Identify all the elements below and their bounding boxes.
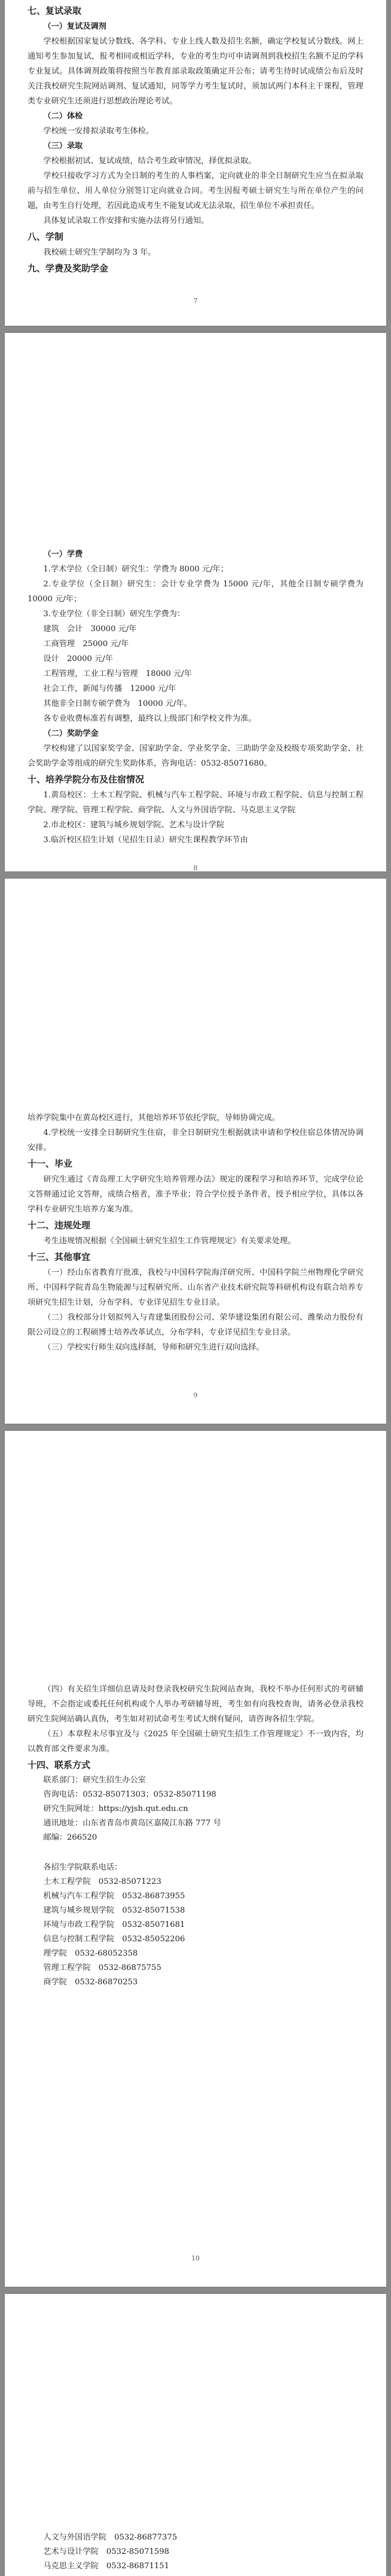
contact-website-link[interactable]: 研究生院网址：https://yjsh.qut.edu.cn — [43, 1804, 188, 1813]
fee-line: 工商管理 25000 元/年 — [43, 640, 129, 648]
section-heading: 八、学制 — [28, 231, 64, 242]
section-heading: 九、学费及奖助学金 — [28, 263, 109, 274]
paragraph: 1.黄岛校区：土木工程学院、机械与汽车工程学院、环境与市政工程学院、信息与控制工程学院、理学院、管理工程学院、商学院、人文与外国语学院、马克思主义学院 — [28, 791, 363, 815]
paragraph: （一）经山东省教育厅批准，我校与中国科学院海洋研究所、中国科学院兰州物理化学研究所、中国科学院青岛生物能源与过程研究所、山东省产业技术研究院等科研机构设有联合培养专项研究生招生计划，分布学科、专业详见招生专业目录。 — [28, 1268, 363, 1307]
paragraph: 具体复试录取工作安排和实施办法将另行通知。 — [43, 216, 209, 225]
section-heading: 十、培养学院分布及住宿情况 — [28, 774, 145, 785]
contact-phone: 咨询电话：0532-85071303；0532-85071198 — [43, 1790, 216, 1799]
document-page-9 — [5, 879, 386, 1424]
subsection-heading: （二）奖助学金 — [43, 729, 99, 738]
paragraph: 学校根据初试、复试成绩，结合考生政审情况，择优拟录取。 — [43, 157, 256, 166]
subsection-heading: （二）体检 — [43, 112, 83, 121]
college-contact: 土木工程学院 0532-85071223 — [43, 1877, 161, 1886]
paragraph: 我校硕士研究生学制均为 3 年。 — [43, 248, 156, 257]
paragraph: 学校只接收学习方式为全日制的考生的人事档案，定向就业的非全日制研究生应当在拟录取前与招生单位、用人单位分别签订定向就业合同。考生因报考硕士研究生与所在单位产生的问题，由考生自行处理，若因此造成考生不能复试或无法录取，招生单位不承担责任。 — [28, 172, 363, 210]
college-contact: 信息与控制工程学院 0532-85052206 — [43, 1935, 185, 1944]
paragraph: 培养学院集中在黄岛校区进行，其他培养环节依托学院，导师协调完成。 — [28, 1113, 280, 1122]
section-heading: 七、复试录取 — [28, 5, 82, 16]
paragraph: 学校统一安排拟录取考生体检。 — [43, 127, 154, 136]
subsection-heading: （一）复试及调剂 — [43, 22, 106, 31]
fee-line: 设计 20000 元/年 — [43, 654, 113, 663]
paragraph: 2.市北校区：建筑与城乡规划学院、艺术与设计学院 — [43, 821, 225, 830]
college-contact: 理学院 0532-68052358 — [43, 1949, 138, 1958]
contact-address: 通讯地址：山东省青岛市黄岛区嘉陵江东路 777 号 — [43, 1819, 221, 1828]
college-contact: 建筑与城乡规划学院 0532-85071538 — [43, 1906, 185, 1915]
fee-line: 其他非全日制专硕学费为 10000 元/年。 — [43, 699, 192, 708]
paragraph: 学校构建了以国家奖学金、国家助学金、学业奖学金、三助助学金及校级专项奖助学金、社会奖助学金等组成的研究生奖助体系，咨询电话：0532-85071680。 — [28, 744, 363, 768]
document-page-11 — [5, 2294, 386, 2576]
page-number: 7 — [193, 297, 198, 305]
page-number: 9 — [193, 1391, 198, 1399]
paragraph: 1.学术学位（全日制）研究生：学费为 8000 元/年； — [43, 565, 228, 574]
college-contacts-intro: 各招生学院联系电话： — [43, 1863, 123, 1872]
paragraph: （三）学校实行师生双向选择制，导师和研究生进行双向选择。 — [43, 1343, 264, 1352]
college-contact: 商学院 0532-86870253 — [43, 1978, 138, 1987]
college-contact: 机械与汽车工程学院 0532-86873955 — [43, 1892, 185, 1901]
college-contact: 人文与外国语学院 0532-86877375 — [43, 2533, 178, 2542]
document-page-8 — [5, 333, 386, 871]
college-contact: 环境与市政工程学院 0532-85071681 — [43, 1920, 185, 1929]
page-number: 8 — [193, 864, 198, 872]
college-contact: 马克思主义学院 0532-86871151 — [43, 2562, 170, 2571]
paragraph: （四）有关招生详细信息请及时登录我校研究生院网站查询，我校不举办任何形式的考研辅导班，不会指定或委托任何机构或个人举办考研辅导班，考生如有向我校查询，请务必登录我校研究生院网站确认真伪，考生如对初试命考生考试大纲有疑问，请咨询各招生学院。 — [28, 1685, 363, 1724]
paragraph: 3.专业学位（非全日制）研究生学费为： — [43, 610, 185, 619]
section-heading: 十一、毕业 — [28, 1158, 73, 1169]
college-contact: 管理工程学院 0532-86875755 — [43, 1963, 161, 1972]
fee-line: 社会工作，新闻与传播 12000 元/年 — [43, 684, 176, 693]
contact-dept: 联系部门：研究生招生办公室 — [43, 1776, 146, 1785]
section-heading: 十二、违规处理 — [28, 1220, 91, 1231]
section-heading: 十四、联系方式 — [28, 1760, 91, 1770]
fee-line: 工程管理，工业工程与管理 18000 元/年 — [43, 669, 192, 678]
paragraph: 学校根据国家复试分数线、各学科、专业上线人数及招生名额，确定学校复试分数线。网上通知考生参加复试，报考相同或相近学科，专业的考生均可申请调剂到我校招生名额不足的学科专业复试。具体调剂政策将按照当年教育部录取政策确定开公布；请考生待时试成绩公布后及时关注我校研究生院网站调剂、复试通知，同等学力考生复试时，须加试两门本科主干课程，管理类专业研究生还须进行思想政治理论考试。 — [28, 37, 363, 106]
paragraph: 3.临沂校区招生计划（见招生目录）研究生课程教学环节由 — [43, 836, 248, 845]
document-page-10 — [5, 1431, 386, 2287]
fee-line: 建筑 会计 30000 元/年 — [43, 625, 137, 634]
subsection-heading: （三）录取 — [43, 142, 83, 151]
document-page-7 — [5, 0, 386, 326]
paragraph: 各专业收费标准若有调整，最终以上级部门和学校文件为准。 — [43, 714, 256, 723]
paragraph: （五）本章程未尽事宜及与《2025 年全国硕士研究生招生工作管理规定》不一致内容，均以教育部文件要求为准。 — [28, 1730, 363, 1754]
page-number: 10 — [191, 2254, 200, 2262]
section-heading: 十三、其他事宜 — [28, 1252, 91, 1262]
college-contact: 艺术与设计学院 0532-85071598 — [43, 2547, 170, 2556]
paragraph: （二）我校部分计划拟列入与青建集团股份公司、荣华建设集团有限公司、潍柴动力股份有限公司设立的工程硕博士培养改革试点，分布学科，专业详见招生专业目录。 — [28, 1313, 363, 1337]
paragraph: 研究生通过《青岛理工大学研究生培养管理办法》规定的课程学习和培养环节，完成学位论文答辩通过论文答辩，成绩合格者，准予毕业；符合学位授予条件者，授予相应学位，具体以各学科专业研究生培养方案为准。 — [28, 1175, 363, 1214]
paragraph: 考生违规情况根据《全国硕士研究生招生工作管理规定》有关要求处理。 — [43, 1237, 296, 1246]
subsection-heading: （一）学费 — [43, 550, 83, 559]
contact-zip: 邮编：266520 — [43, 1833, 97, 1842]
paragraph: 2.专业学位（全日制）研究生：会计专业学费为 15000 元/年，其他全日制专硕学费为 10000 元/年； — [28, 580, 363, 604]
paragraph: 4.学校统一安排全日制研究生住宿，非全日制研究生根据就读申请和学校住宿总体情况协调安排。 — [28, 1128, 363, 1152]
